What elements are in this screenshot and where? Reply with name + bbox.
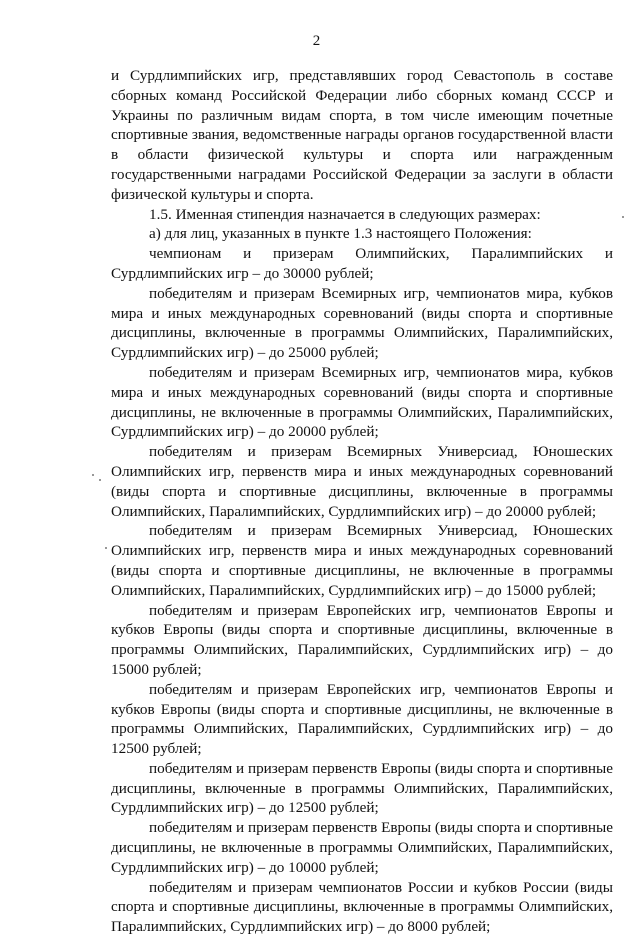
paragraph-subitem-a: а) для лиц, указанных в пункте 1.3 настоящего Положения:	[149, 225, 532, 243]
paragraph-stipend-sizes: 1.5. Именная стипендия назначается в следующих размерах:	[149, 205, 541, 223]
paragraph-world-games-included: победителям и призерам Всемирных игр, чемпионатов мира, кубков мира и иных международных соревнований (виды спорта и спортивные дисциплины, включенные в программы Олимпийских, Паралимпийских, Сурдлимпийских игр) – до 25000 рублей;	[111, 284, 613, 362]
scan-speck	[92, 474, 94, 476]
scan-speck	[99, 479, 101, 481]
paragraph-european-youth-not-included: победителям и призерам первенств Европы (виды спорта и спортивные дисциплины, не включенные в программы Олимпийских, Паралимпийских, Сурдлимпийских игр) – до 10000 рублей;	[111, 819, 613, 876]
scan-speck	[105, 547, 107, 549]
document-body	[111, 66, 613, 937]
paragraph-universiade-not-included: победителям и призерам Всемирных Универсиад, Юношеских Олимпийских игр, первенств мира и иных международных соревнований (виды спорта и спортивные дисциплины, не включенные в программы Олимпийских, Паралимпийских, Сурдлимпийских игр) – до 15000 рублей;	[111, 522, 613, 599]
paragraph-russia-championships-included: победителям и призерам чемпионатов России и кубков России (виды спорта и спортивные дисциплины, включенные в программы Олимпийских, Паралимпийских, Сурдлимпийских игр) – до 8000 рублей;	[111, 878, 613, 936]
paragraph-continuation: и Сурдлимпийских игр, представлявших город Севастополь в составе сборных команд Российской Федерации либо сборных команд СССР и Украины по различным видам спорта, в том числе имеющим почетные спортивные звания, ведомственные награды органов государственной власти в области физической культуры и спорта или награжденным государственными наградами Российской Федерации за заслуги в области физической культуры и спорта.	[111, 67, 613, 203]
scan-speck	[622, 216, 624, 218]
paragraph-european-youth-included: победителям и призерам первенств Европы (виды спорта и спортивные дисциплины, включенные в программы Олимпийских, Паралимпийских, Сурдлимпийских игр) – до 12500 рублей;	[111, 759, 613, 817]
paragraph-world-games-not-included: победителям и призерам Всемирных игр, чемпионатов мира, кубков мира и иных международных соревнований (виды спорта и спортивные дисциплины, не включенные в программы Олимпийских, Паралимпийских, Сурдлимпийских игр) – до 20000 рублей;	[111, 363, 613, 441]
paragraph-european-games-included: победителям и призерам Европейских игр, чемпионатов Европы и кубков Европы (виды спорта и спортивные дисциплины, включенные в программы Олимпийских, Паралимпийских, Сурдлимпийских игр) – до 15000 рублей;	[111, 601, 613, 678]
paragraph-universiade-included: победителям и призерам Всемирных Универсиад, Юношеских Олимпийских игр, первенств мира и иных международных соревнований (виды спорта и спортивные дисциплины, включенные в программы Олимпийских, Паралимпийских, Сурдлимпийских игр) – до 20000 рублей;	[111, 443, 613, 520]
paragraph-european-games-not-included: победителям и призерам Европейских игр, чемпионатов Европы и кубков Европы (виды спорта и спортивные дисциплины, не включенные в программы Олимпийских, Паралимпийских, Сурдлимпийских игр) – до 12500 рублей;	[111, 680, 613, 758]
page-number: 2	[312, 33, 321, 49]
paragraph-olympic-champions: чемпионам и призерам Олимпийских, Паралимпийских и Сурдлимпийских игр – до 30000 рублей;	[111, 245, 613, 282]
